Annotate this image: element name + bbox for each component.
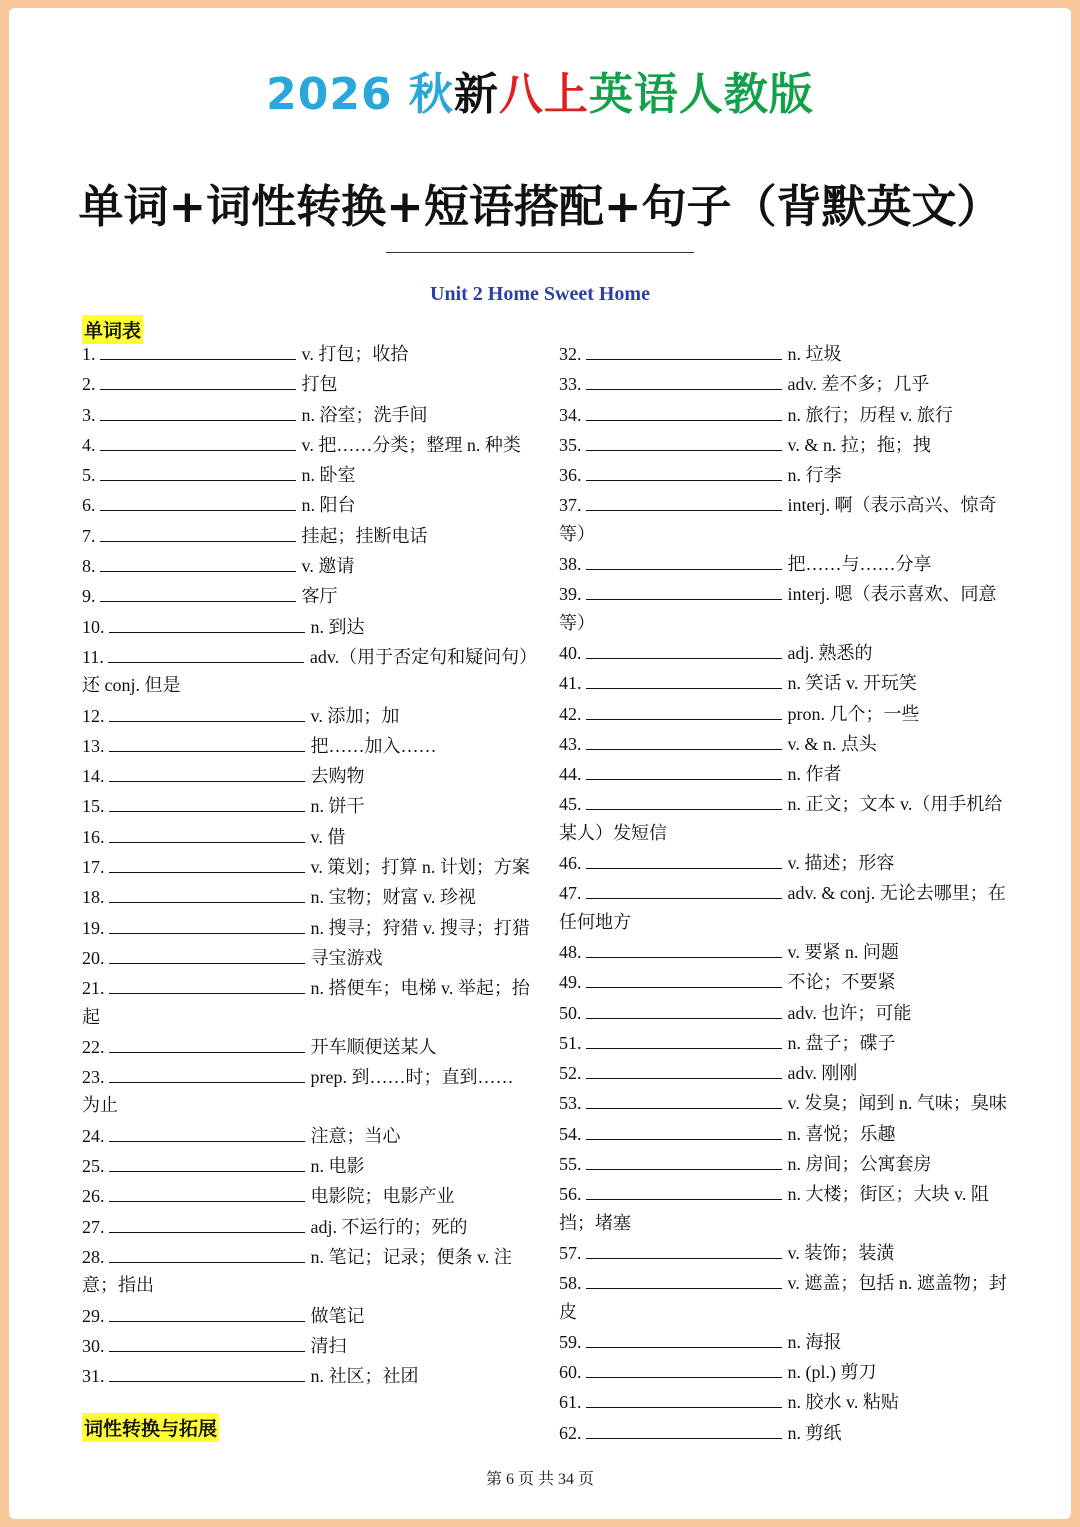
vocab-entry: [559, 1326, 1007, 1356]
vocab-entry: [82, 429, 530, 459]
title-grade: 八上: [498, 69, 589, 120]
entry-number: 36.: [559, 465, 582, 486]
vocab-entry: [82, 790, 530, 820]
vocab-entry: [559, 1027, 1007, 1057]
entry-number: 50.: [559, 1002, 582, 1023]
vocab-entry: [82, 1120, 530, 1150]
entry-definition: adv. & conj. 无论去哪里；在任何地方: [559, 883, 1006, 932]
vocab-entry: [559, 1118, 1007, 1148]
entry-definition: 做笔记: [310, 1305, 365, 1326]
vocab-entry: [82, 459, 530, 489]
answer-blank[interactable]: [586, 966, 782, 988]
vocab-entry: [82, 338, 530, 368]
entry-number: 17.: [82, 857, 105, 878]
vocab-entry: [82, 912, 530, 942]
unit-title: Unit 2 Home Sweet Home: [430, 283, 650, 305]
entry-number: 29.: [82, 1305, 105, 1326]
answer-blank[interactable]: [109, 821, 305, 843]
vocab-entry: [559, 698, 1007, 728]
answer-blank[interactable]: [109, 851, 305, 873]
answer-blank[interactable]: [109, 1120, 305, 1142]
answer-blank[interactable]: [586, 1057, 782, 1079]
answer-blank[interactable]: [586, 1356, 782, 1378]
entry-number: 26.: [82, 1186, 105, 1207]
entry-definition: adj. 熟悉的: [787, 642, 873, 663]
answer-blank[interactable]: [109, 1360, 305, 1382]
entry-number: 40.: [559, 642, 582, 663]
entry-number: 2.: [82, 374, 96, 395]
vocab-entry: [82, 1031, 530, 1061]
answer-blank[interactable]: [109, 700, 305, 722]
entry-definition: n. 阳台: [301, 495, 356, 516]
answer-blank[interactable]: [100, 520, 296, 542]
entry-number: 35.: [559, 434, 582, 455]
entry-definition: n. (pl.) 剪刀: [787, 1362, 877, 1383]
entry-number: 4.: [82, 434, 96, 455]
entry-definition: 开车顺便送某人: [310, 1036, 437, 1057]
entry-definition: adv. 刚刚: [787, 1063, 858, 1084]
entry-definition: interj. 啊（表示高兴、惊奇等）: [559, 495, 997, 544]
entry-number: 20.: [82, 947, 105, 968]
title-new: 新: [453, 69, 499, 120]
entry-definition: adv.（用于否定句和疑问句）还 conj. 但是: [82, 646, 529, 696]
entry-number: 11.: [82, 646, 104, 667]
answer-blank[interactable]: [586, 459, 782, 481]
title-edition: 英语人教版: [588, 69, 814, 120]
entry-number: 51.: [559, 1032, 582, 1053]
vocab-entry: [559, 788, 1007, 847]
answer-blank[interactable]: [109, 942, 305, 964]
answer-blank[interactable]: [100, 429, 296, 451]
answer-blank[interactable]: [109, 1241, 305, 1263]
vocab-entry: [559, 637, 1007, 667]
entry-number: 21.: [82, 978, 105, 999]
entry-definition: v. 邀请: [301, 556, 355, 577]
entry-definition: 不论；不要紧: [787, 972, 896, 993]
answer-blank[interactable]: [100, 459, 296, 481]
entry-number: 56.: [559, 1184, 582, 1205]
entry-number: 13.: [82, 735, 105, 756]
entry-definition: n. 笑话 v. 开玩笑: [787, 673, 917, 694]
vocab-entry: [559, 1057, 1007, 1087]
vocab-entry: [82, 1150, 530, 1180]
entry-definition: 清扫: [310, 1335, 347, 1356]
vocab-entry: [82, 700, 530, 730]
entry-number: 23.: [82, 1067, 105, 1088]
vocab-entry: [559, 459, 1007, 489]
entry-definition: adv. 也许；可能: [787, 1002, 912, 1023]
vocab-entry: [559, 338, 1007, 368]
answer-blank[interactable]: [109, 1031, 305, 1053]
page-subtitle: 单词+词性转换+短语搭配+句子（背默英文）: [78, 180, 1002, 233]
answer-blank[interactable]: [100, 580, 296, 602]
vocab-entry: [82, 580, 530, 610]
title-season: 秋: [408, 69, 454, 120]
entry-definition: n. 搭便车；电梯 v. 举起；抬起: [82, 978, 530, 1027]
page-footer: 第 6 页 共 34 页: [485, 1471, 594, 1488]
entry-definition: v. 装饰；装潢: [787, 1242, 895, 1263]
vocab-entry: [559, 1087, 1007, 1117]
answer-blank[interactable]: [109, 972, 305, 994]
answer-blank[interactable]: [586, 667, 782, 689]
entry-number: 7.: [82, 525, 96, 546]
vocab-entry: [559, 728, 1007, 758]
entry-definition: v. 把……分类；整理 n. 种类: [301, 434, 521, 455]
title-year: 2026: [266, 69, 393, 120]
vocab-column-left: [82, 338, 530, 1390]
vocab-entry: [82, 399, 530, 429]
vocab-entry: [82, 1061, 530, 1120]
entry-definition: n. 社区；社团: [310, 1366, 419, 1387]
answer-blank[interactable]: [586, 877, 782, 899]
entry-number: 19.: [82, 917, 105, 938]
entry-definition: 注意；当心: [310, 1125, 401, 1146]
vocab-entry: [559, 758, 1007, 788]
vocab-entry: [82, 1180, 530, 1210]
answer-blank[interactable]: [586, 489, 782, 511]
entry-definition: interj. 嗯（表示喜欢、同意等）: [559, 584, 997, 633]
answer-blank[interactable]: [586, 548, 782, 570]
answer-blank[interactable]: [586, 1087, 782, 1109]
entry-definition: 电影院；电影产业: [310, 1186, 455, 1207]
answer-blank[interactable]: [586, 1237, 782, 1259]
vocab-entry: [559, 847, 1007, 877]
entry-number: 38.: [559, 554, 582, 575]
answer-blank[interactable]: [109, 730, 305, 752]
vocab-entry: [82, 1360, 530, 1390]
answer-blank[interactable]: [109, 611, 305, 633]
vocab-entry: [559, 1148, 1007, 1178]
answer-blank[interactable]: [586, 1326, 782, 1348]
entry-definition: v. 遮盖；包括 n. 遮盖物；封皮: [559, 1273, 1007, 1322]
entry-number: 18.: [82, 887, 105, 908]
entry-definition: 客厅: [301, 586, 338, 607]
entry-number: 44.: [559, 764, 582, 785]
answer-blank[interactable]: [100, 338, 296, 360]
entry-number: 62.: [559, 1422, 582, 1443]
vocab-entry: [82, 489, 530, 519]
entry-definition: 寻宝游戏: [310, 947, 383, 968]
vocab-entry: [82, 942, 530, 972]
entry-definition: v. 打包；收拾: [301, 344, 409, 364]
entry-number: 60.: [559, 1362, 582, 1383]
answer-blank[interactable]: [586, 368, 782, 390]
entry-definition: n. 电影: [310, 1156, 365, 1177]
answer-blank[interactable]: [109, 1211, 305, 1233]
entry-number: 54.: [559, 1123, 582, 1144]
answer-blank[interactable]: [108, 641, 304, 663]
vocab-entry: [82, 550, 530, 580]
answer-blank[interactable]: [109, 1330, 305, 1352]
entry-definition: 把……加入……: [310, 735, 437, 756]
entry-definition: 打包: [301, 374, 338, 395]
vocab-column-right: [559, 338, 1007, 1447]
answer-blank[interactable]: [586, 997, 782, 1019]
entry-number: 61.: [559, 1392, 582, 1413]
vocab-entry: [559, 548, 1007, 578]
entry-number: 31.: [82, 1366, 105, 1387]
entry-definition: v. 策划；打算 n. 计划；方案: [310, 857, 530, 878]
vocab-entry: [559, 429, 1007, 459]
entry-definition: n. 浴室；洗手间: [301, 404, 428, 425]
entry-definition: n. 房间；公寓套房: [787, 1154, 932, 1175]
entry-definition: n. 海报: [787, 1331, 842, 1352]
entry-number: 55.: [559, 1154, 582, 1175]
vocab-entry: [82, 611, 530, 641]
entry-number: 5.: [82, 465, 96, 486]
vocab-entry: [82, 760, 530, 790]
vocab-entry: [559, 399, 1007, 429]
answer-blank[interactable]: [586, 788, 782, 810]
entry-number: 10.: [82, 616, 105, 637]
answer-blank[interactable]: [109, 1061, 305, 1083]
answer-blank[interactable]: [586, 399, 782, 421]
entry-number: 6.: [82, 495, 96, 516]
entry-definition: n. 行李: [787, 465, 842, 486]
vocab-entry: [559, 489, 1007, 548]
vocab-entry: [559, 997, 1007, 1027]
answer-blank[interactable]: [109, 1300, 305, 1322]
entry-number: 46.: [559, 853, 582, 874]
vocab-entry: [82, 520, 530, 550]
vocab-entry: [82, 1330, 530, 1360]
entry-number: 28.: [82, 1246, 105, 1267]
page-title: [9, 58, 1071, 122]
entry-number: 52.: [559, 1063, 582, 1084]
entry-number: 42.: [559, 703, 582, 724]
answer-blank[interactable]: [586, 758, 782, 780]
entry-definition: v. 借: [310, 826, 346, 847]
vocab-entry: [82, 1241, 530, 1300]
vocab-entry: [559, 1386, 1007, 1416]
entry-number: 30.: [82, 1335, 105, 1356]
entry-number: 48.: [559, 941, 582, 962]
answer-blank[interactable]: [586, 1417, 782, 1439]
entry-definition: n. 到达: [310, 616, 365, 637]
entry-definition: 把……与……分享: [787, 554, 932, 575]
answer-blank[interactable]: [586, 1118, 782, 1140]
entry-number: 57.: [559, 1242, 582, 1263]
vocab-entry: [82, 730, 530, 760]
vocab-entry: [82, 1300, 530, 1330]
answer-blank[interactable]: [109, 790, 305, 812]
answer-blank[interactable]: [100, 399, 296, 421]
vocab-entry: [559, 578, 1007, 637]
entry-definition: n. 正文；文本 v.（用手机给某人）发短信: [559, 794, 1003, 843]
vocab-entry: [82, 851, 530, 881]
answer-blank[interactable]: [586, 578, 782, 600]
entry-number: 9.: [82, 586, 96, 607]
entry-number: 14.: [82, 766, 105, 787]
entry-number: 8.: [82, 556, 96, 577]
entry-number: 22.: [82, 1036, 105, 1057]
answer-blank[interactable]: [586, 338, 782, 360]
answer-blank[interactable]: [586, 1178, 782, 1200]
vocab-entry: [82, 972, 530, 1031]
answer-blank[interactable]: [586, 698, 782, 720]
entry-number: 12.: [82, 705, 105, 726]
answer-blank[interactable]: [586, 847, 782, 869]
section-label-vocab: 单词表: [82, 315, 143, 344]
entry-number: 3.: [82, 404, 96, 425]
entry-number: 32.: [559, 344, 582, 364]
answer-blank[interactable]: [586, 936, 782, 958]
answer-blank[interactable]: [100, 489, 296, 511]
entry-definition: n. 饼干: [310, 796, 365, 817]
vocab-entry: [559, 1356, 1007, 1386]
entry-definition: n. 搜寻；狩猎 v. 搜寻；打猎: [310, 917, 530, 938]
entry-number: 15.: [82, 796, 105, 817]
entry-number: 43.: [559, 733, 582, 754]
answer-blank[interactable]: [109, 1180, 305, 1202]
entry-number: 34.: [559, 404, 582, 425]
entry-definition: adj. 不运行的；死的: [310, 1216, 468, 1237]
entry-number: 45.: [559, 794, 582, 815]
entry-number: 58.: [559, 1273, 582, 1294]
worksheet-page: [9, 8, 1071, 1519]
vocab-entry: [82, 1211, 530, 1241]
entry-number: 25.: [82, 1156, 105, 1177]
entry-definition: adv. 差不多；几乎: [787, 374, 930, 395]
entry-number: 47.: [559, 883, 582, 904]
entry-definition: n. 垃圾: [787, 344, 842, 364]
answer-blank[interactable]: [109, 760, 305, 782]
vocab-entry: [559, 936, 1007, 966]
vocab-entry: [559, 966, 1007, 996]
answer-blank[interactable]: [586, 1148, 782, 1170]
entry-definition: n. 盘子；碟子: [787, 1032, 896, 1053]
vocab-entry: [82, 881, 530, 911]
entry-definition: n. 胶水 v. 粘贴: [787, 1392, 899, 1413]
entry-number: 41.: [559, 673, 582, 694]
vocab-entry: [559, 1267, 1007, 1326]
answer-blank[interactable]: [109, 1150, 305, 1172]
entry-definition: n. 喜悦；乐趣: [787, 1123, 896, 1144]
answer-blank[interactable]: [586, 637, 782, 659]
entry-definition: n. 笔记；记录；便条 v. 注意；指出: [82, 1246, 512, 1296]
entry-number: 53.: [559, 1093, 582, 1114]
entry-definition: prep. 到……时；直到……为止: [82, 1067, 514, 1116]
entry-number: 16.: [82, 826, 105, 847]
entry-definition: pron. 几个；一些: [787, 703, 920, 724]
vocab-entry: [559, 1237, 1007, 1267]
vocab-entry: [559, 667, 1007, 697]
answer-blank[interactable]: [100, 368, 296, 390]
entry-number: 37.: [559, 495, 582, 516]
answer-blank[interactable]: [109, 881, 305, 903]
entry-definition: v. 描述；形容: [787, 853, 895, 874]
answer-blank[interactable]: [586, 1027, 782, 1049]
entry-definition: v. 要紧 n. 问题: [787, 941, 899, 962]
vocab-entry: [559, 368, 1007, 398]
answer-blank[interactable]: [586, 728, 782, 750]
vocab-entry: [82, 368, 530, 398]
entry-definition: v. 添加；加: [310, 705, 400, 726]
entry-definition: n. 宝物；财富 v. 珍视: [310, 887, 476, 908]
entry-definition: v. 发臭；闻到 n. 气味；臭味: [787, 1093, 1007, 1114]
entry-number: 49.: [559, 972, 582, 993]
vocab-entry: [559, 1417, 1007, 1447]
entry-definition: n. 剪纸: [787, 1422, 842, 1443]
vocab-entry: [559, 1178, 1007, 1237]
entry-number: 59.: [559, 1331, 582, 1352]
entry-definition: 去购物: [310, 766, 365, 787]
section-label-conversion: 词性转换与拓展: [82, 1413, 219, 1442]
entry-definition: v. & n. 拉；拖；拽: [787, 434, 931, 455]
answer-blank[interactable]: [586, 1267, 782, 1289]
entry-number: 1.: [82, 344, 96, 364]
answer-blank[interactable]: [586, 429, 782, 451]
entry-number: 39.: [559, 584, 582, 605]
entry-definition: v. & n. 点头: [787, 733, 877, 754]
answer-blank[interactable]: [100, 550, 296, 572]
vocab-entry: [559, 877, 1007, 936]
entry-number: 27.: [82, 1216, 105, 1237]
entry-number: 24.: [82, 1125, 105, 1146]
entry-number: 33.: [559, 374, 582, 395]
answer-blank[interactable]: [586, 1386, 782, 1408]
title-divider: [386, 252, 694, 253]
answer-blank[interactable]: [109, 912, 305, 934]
entry-definition: n. 大楼；街区；大块 v. 阻挡；堵塞: [559, 1184, 989, 1233]
vocab-entry: [82, 821, 530, 851]
entry-definition: 挂起；挂断电话: [301, 525, 428, 546]
vocab-entry: [82, 641, 530, 700]
entry-definition: n. 旅行；历程 v. 旅行: [787, 404, 953, 425]
entry-definition: n. 卧室: [301, 465, 356, 486]
entry-definition: n. 作者: [787, 764, 842, 785]
